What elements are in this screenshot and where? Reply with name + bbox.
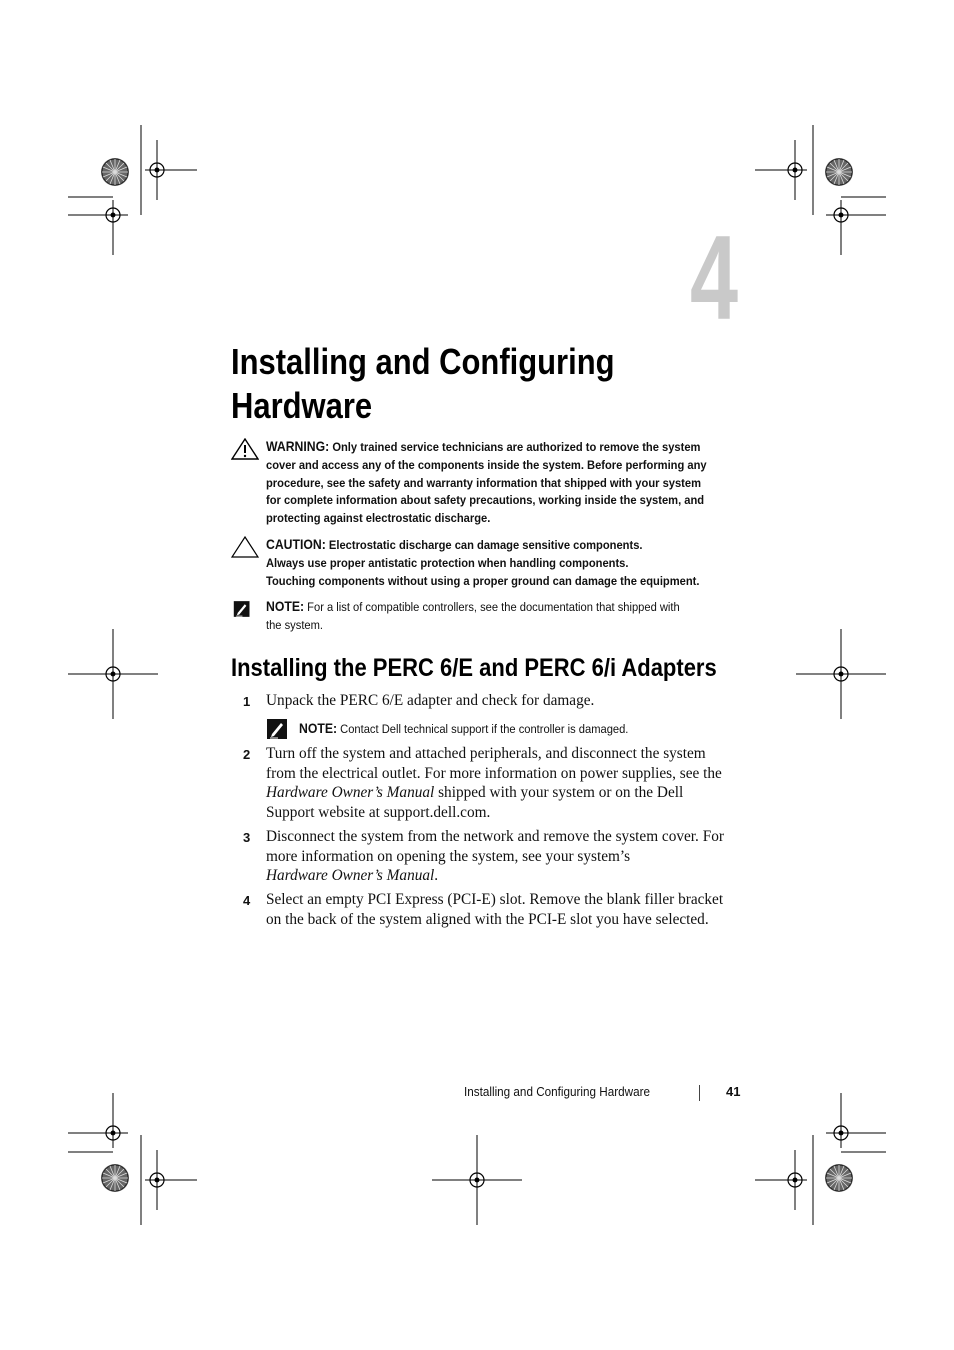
- step-2-text: [266, 744, 744, 822]
- step-3-number: 3: [243, 830, 251, 845]
- caution-line-1: Electrostatic discharge can damage sensitive components.: [328, 538, 643, 552]
- step-2-line-4: Support website at: [266, 803, 384, 821]
- caution-triangle-icon: [231, 536, 259, 558]
- hardware-owners-manual-ref: Hardware Owner’s Manual: [266, 784, 435, 801]
- step-1-number: 1: [243, 694, 251, 709]
- warning-triangle-icon: [231, 438, 259, 460]
- step-2-number: 2: [243, 747, 251, 762]
- step-2-line-1: Turn off the system and attached peripherals, and disconnect the system: [266, 745, 706, 762]
- warning-line-4: for complete information about safety precautions, working inside the system, and: [266, 493, 705, 508]
- step-1-note-body: Contact Dell technical support if the controller is damaged.: [340, 722, 629, 736]
- warning-text: [266, 438, 730, 528]
- chapter-title: [231, 340, 713, 428]
- note-text: [266, 598, 730, 635]
- chapter-title-line-2: Hardware: [231, 385, 373, 426]
- caution-notice: [231, 536, 743, 592]
- section-heading: Installing the PERC 6/E and PERC 6/i Adapters: [231, 654, 717, 682]
- step-1-note-text: [299, 720, 628, 738]
- caution-line-3: Touching components without using a proper ground can damage the equipment.: [266, 573, 700, 588]
- step-4-line-2: on the back of the system aligned with the PCI-E slot you have selected.: [266, 910, 709, 928]
- caution-text: [266, 536, 730, 590]
- warning-line-3: procedure, see the safety and warranty information that shipped with your system: [266, 475, 702, 490]
- step-2-line-4-end: .: [486, 803, 491, 821]
- note-line-1: For a list of compatible controllers, see the documentation that shipped with: [307, 600, 680, 614]
- warning-line-1: Only trained service technicians are authorized to remove the system: [332, 440, 701, 454]
- step-4-line-1: Select an empty PCI Express (PCI-E) slot. Remove the blank filler bracket: [266, 891, 724, 908]
- chapter-number: 4: [690, 211, 739, 345]
- note-line-2: the system.: [266, 617, 324, 632]
- footer-separator: [699, 1085, 700, 1101]
- note-label: NOTE:: [266, 599, 305, 614]
- note-pencil-icon: [233, 598, 255, 620]
- warning-line-5: protecting against electrostatic discharge.: [266, 511, 491, 526]
- step-3-line-3-end: .: [434, 867, 439, 884]
- page-number: 41: [726, 1084, 741, 1099]
- support-website-link[interactable]: support.dell.com: [383, 803, 487, 821]
- step-1-note-label: NOTE:: [299, 721, 338, 736]
- caution-label: CAUTION:: [266, 537, 326, 552]
- caution-line-2: Always use proper antistatic protection when handling components.: [266, 555, 629, 570]
- step-3-line-2: more information on opening the system, see your system’s: [266, 847, 631, 865]
- step-3-text: [266, 827, 744, 886]
- step-4-number: 4: [243, 893, 251, 908]
- chapter-title-line-1: Installing and Configuring: [231, 341, 615, 382]
- footer-chapter-title: Installing and Configuring Hardware: [464, 1084, 651, 1099]
- warning-line-2: cover and access any of the components inside the system. Before performing any: [266, 457, 707, 472]
- hardware-owners-manual-ref: Hardware Owner’s Manual: [266, 867, 435, 884]
- warning-label: WARNING:: [266, 439, 330, 454]
- note-pencil-icon: [266, 718, 288, 740]
- step-3-line-1: Disconnect the system from the network and remove the system cover. For: [266, 828, 724, 845]
- step-2-line-2: from the electrical outlet. For more information on power supplies, see the: [266, 764, 722, 782]
- step-2-line-3: shipped with your system or on the Dell: [434, 784, 684, 801]
- step-1-text: Unpack the PERC 6/E adapter and check for damage.: [266, 692, 595, 709]
- warning-notice: [231, 438, 743, 530]
- note-notice: [231, 598, 743, 638]
- step-4-text: [266, 890, 744, 929]
